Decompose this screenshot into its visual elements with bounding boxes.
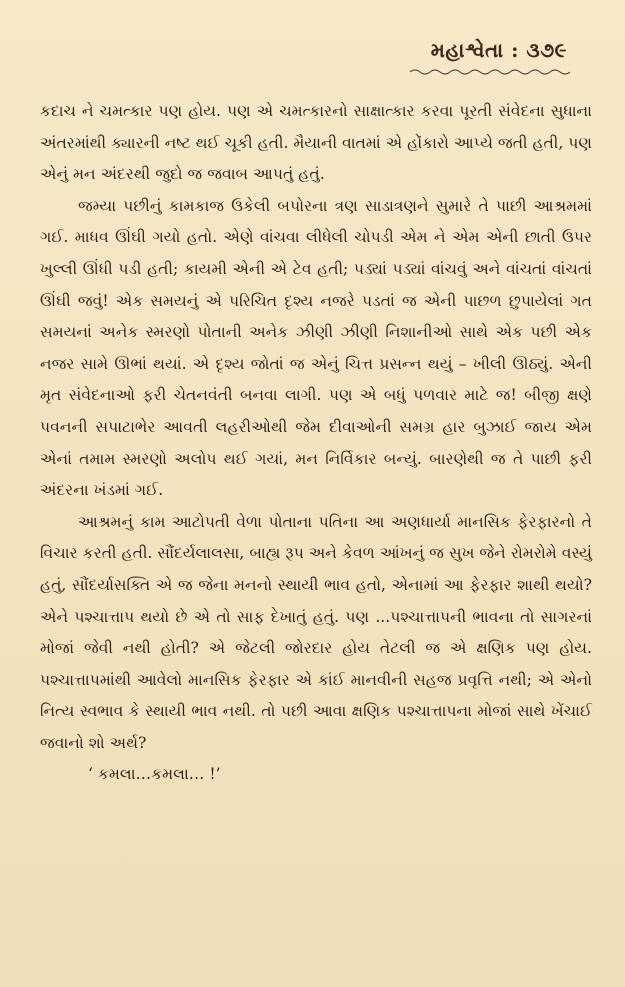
paragraph-remorse-reflection: આશ્રમનું કામ આટોપતી વેળા પોતાના પતિના આ અણધાર્યા માનસિક ફેરફારનો તે વિચાર કરતી હતી. સૌંદર્યલાલસા, બાહ્ય રૂપ અને કેવળ આંખનું જ સુખ જેને રોમરોમે વસ્યું હતું, સૌંદર્યાસક્તિ એ જ જેના મનનો સ્થાયી ભાવ હતો, એનામાં આ ફેરફાર શાથી થયો? એને પશ્ચાત્તાપ થયો છે એ તો સાફ દેખાતું હતું. પણ ...પશ્ચાત્તાપની ભાવના તો સાગરનાં મોજાં જેવી નથી હોતી? એ જેટલી જોરદાર હોય તેટલી જ એ ક્ષણિક પણ હોય. પશ્ચાત્તાપમાંથી આવેલો માનસિક ફેરફાર એ કાંઈ માનવીની સહજ પ્રવૃત્તિ નથી; એ એનો નિત્ય સ્વભાવ કે સ્થાયી ભાવ નથી. તો પછી આવા ક્ષણિક પશ્ચાત્તાપના મોજાં સાથે ખેંચાઈ જવાનો શો અર્થ? [40, 512, 592, 752]
running-header: મહાશ્વેતા : ૩૭૯ [430, 38, 567, 62]
header-ornament-rule [410, 68, 570, 76]
paragraph-continuation: કદાચ ને ચમત્કાર પણ હોય. પણ એ ચમત્કારનો સાક્ષાત્કાર કરવા પૂરતી સંવેદના સુધાના અંતરમાંથી ક્યારની નષ્ટ થઈ ચૂકી હતી. મૈયાની વાતમાં એ હોંકારો આપ્યે જતી હતી, પણ એનું મન અંદરથી જુદો જ જવાબ આપતું હતું. [40, 102, 592, 184]
page-body [40, 96, 592, 791]
dialogue-line: ‘ કમલા…કમલા… !’ [88, 765, 221, 784]
paragraph-madhav-asleep: જમ્યા પછીનું કામકાજ ઉકેલી બપોરના ત્રણ સાડાત્રણને સુમારે તે પાછી આશ્રમમાં ગઈ. માધવ ઊંઘી ગયો હતો. એણે વાંચવા લીધેલી ચોપડી એમ ને એમ એની છાતી ઉપર ખુલ્લી ઊંધી પડી હતી; કાયમી એની એ ટેવ હતી; પડ્યાં પડ્યાં વાંચવું અને વાંચતાં વાંચતાં ઊંઘી જવું! એક સમયનું એ પરિચિત દૃશ્ય નજરે પડતાં જ એની પાછળ છુપાયેલાં ગત સમયનાં અનેક સ્મરણો પોતાની અનેક ઝીણી ઝીણી નિશાનીઓ સાથે એક પછી એક નજર સામે ઊભાં થયાં. એ દૃશ્ય જોતાં જ એનું ચિત્ત પ્રસન્ન થયું – ખીલી ઊઠ્યું. એની મૃત સંવેદનાઓ ફરી ચેતનવંતી બનવા લાગી. પણ એ બધું પળવાર માટે જ! બીજી ક્ષણે પવનની સપાટાભેર આવતી લહરીઓથી જેમ દીવાઓની સમગ્ર હાર બુઝાઈ જાય એમ એનાં તમામ સ્મરણો અલોપ થઈ ગયાં, મન નિર્વિકાર બન્યું. બારણેથી જ તે પાછી ફરી અંદરના ખંડમાં ગઈ. [40, 196, 592, 500]
